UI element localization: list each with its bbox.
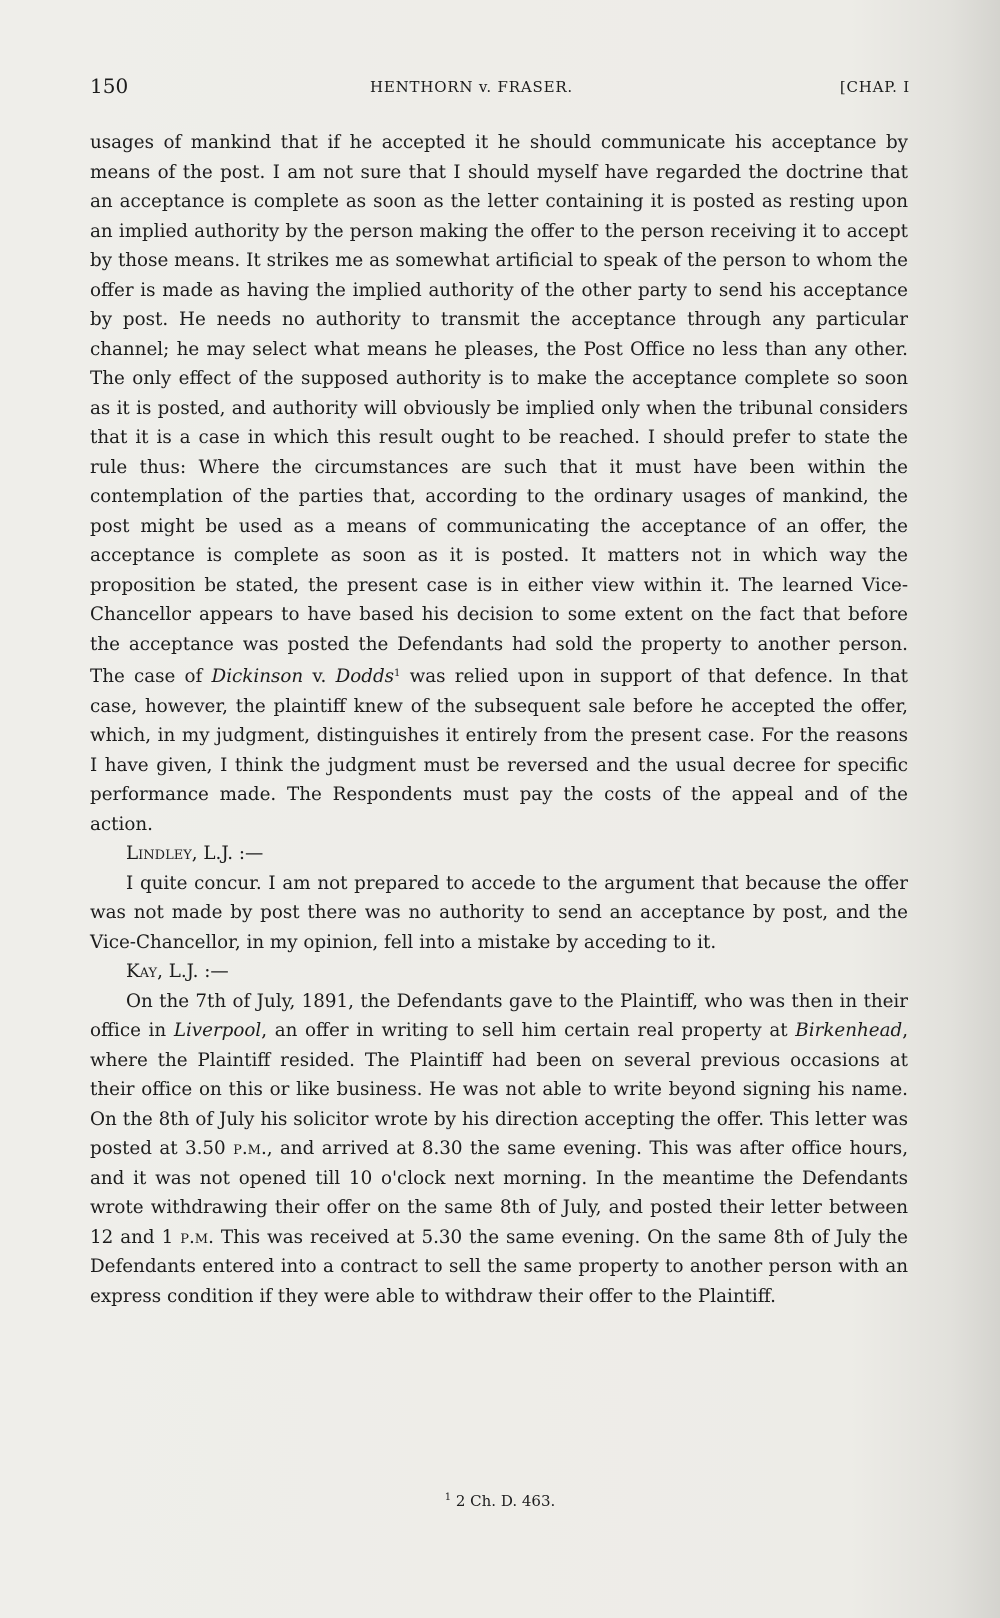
justice-name: Kay — [126, 961, 158, 982]
case-name-dodds: Dodds — [335, 666, 395, 687]
justice-title: , L.J. :— — [191, 843, 264, 864]
place-birkenhead: Birkenhead — [795, 1020, 903, 1041]
paragraph-opinion-continuation — [90, 128, 908, 839]
justice-heading-lindley — [90, 839, 908, 869]
paragraph-text: , an offer in writing to sell him certain real property at — [261, 1020, 788, 1041]
body-text — [90, 128, 908, 1311]
footnote-text: 2 Ch. D. 463. — [455, 1492, 556, 1510]
case-versus: v. — [312, 666, 327, 687]
paragraph-text: usages of mankind that if he accepted it he should communicate his acceptance by means of the post. I am not sure that I should myself have regarded the doctrine that an acceptance is complete as soon as the letter containing it is posted as resting upon an implied authority by the person making the offer to the person receiving it to accept by those means. It strikes me as somewhat artificial to speak of the person to whom the offer is made as having the implied authority of the other party to send his acceptance by post. He needs no authority to transmit the acceptance through any particular channel; he may select what means he pleases, the Post Office no less than any other. The only effect of the supposed authority is to make the acceptance complete so soon as it is posted, and authority will obviously be implied only when the tribunal considers that it is a case in which this result ought to be reached. I should prefer to state the rule thus: Where the circumstances are such that it must have been within the contemplation of the parties that, according to the ordinary usages of mankind, the post might be used as a means of communicating the acceptance of an offer, the acceptance is complete as soon as it is posted. It matters not in which way the proposition be stated, the present case is in either view within it. The learned Vice-Chancellor appears to have based his decision to some extent on the fact that before the acceptance was posted the Defendants had sold the property to another person. The case of — [90, 132, 908, 687]
paragraph-text-tail: was relied upon in support of that defence. In that case, however, the plaintiff knew of the subsequent sale before he accepted the offer, which, in my judgment, distinguishes it entirely from the present case. For the reasons I have given, I think the judgment must be reversed and the usual decree for specific performance made. The Respondents must pay the costs of the appeal and of the action. — [90, 666, 909, 835]
footnote-reference: 1 — [394, 668, 401, 679]
case-name-dickinson: Dickinson — [211, 666, 304, 687]
paragraph-text: On the 7th of July, 1891, the Defendants gave to the Plaintiff, who was then in their office in — [90, 990, 908, 1041]
justice-title: , L.J. :— — [157, 961, 229, 982]
time-pm: p.m. — [180, 1226, 214, 1248]
chapter-reference — [840, 74, 910, 96]
justice-heading-kay — [90, 957, 908, 987]
footnote — [0, 1492, 1000, 1510]
page-header-title: HENTHORN v. FRASER. — [370, 78, 573, 96]
paragraph-text: , where the Plaintiff resided. The Plaintiff had been on several previous occasions at their office on this or like business. He was not able to write beyond signing his name. On the 8th of July his solicitor wrote by his direction accepting the offer. This letter was posted at 3.50 — [90, 1020, 908, 1159]
running-head — [90, 74, 910, 108]
time-pm: p.m. — [233, 1138, 267, 1159]
chapter-label: [CHAP. I — [839, 78, 910, 96]
paragraph-kay-opinion — [90, 987, 908, 1312]
justice-name: Lindley — [126, 843, 192, 864]
paragraph-text: This was received at 5.30 the same evening. On the same 8th of July the Defendants entered into a contract to sell the same property to another person with an express condition if they were able to withdraw their offer to the Plaintiff. — [90, 1226, 908, 1307]
paragraph-lindley-opinion: I quite concur. I am not prepared to accede to the argument that because the offer was not made by post there was no authority to send an acceptance by post, and the Vice-Chancellor, in my opinion, fell into a mistake by acceding to it. — [90, 872, 908, 953]
paragraph-text: , and arrived at 8.30 the same evening. This was after office hours, and it was not opened till 10 o'clock next morning. In the meantime the Defendants wrote withdrawing their offer on the same 8th of July, and posted their letter between 12 and 1 — [90, 1138, 908, 1248]
footnote-marker: 1 — [444, 1492, 452, 1503]
place-liverpool: Liverpool — [173, 1020, 262, 1041]
page-number: 150 — [90, 74, 129, 98]
